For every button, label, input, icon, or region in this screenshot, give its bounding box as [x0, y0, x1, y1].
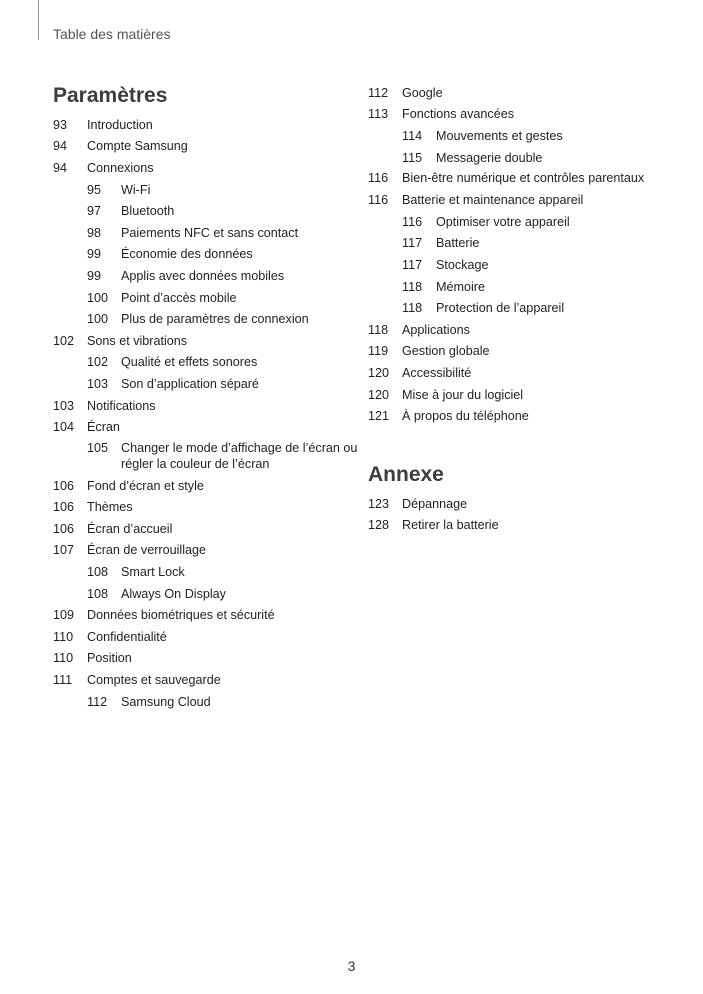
toc-entry[interactable]: [53, 287, 363, 309]
toc-entry[interactable]: [368, 276, 688, 298]
toc-page-number: 120: [368, 365, 390, 380]
toc-page-number: 116: [402, 214, 423, 229]
toc-entry-title: Paiements NFC et sans contact: [121, 225, 299, 240]
toc-page-number: 116: [368, 193, 389, 208]
toc-entry[interactable]: [368, 319, 688, 341]
toc-page-number: 110: [53, 651, 74, 666]
toc-page-number: 118: [402, 279, 423, 294]
toc-entry[interactable]: [368, 515, 688, 537]
toc-entry[interactable]: [368, 147, 688, 169]
toc-page-number: 103: [53, 398, 75, 413]
toc-entry[interactable]: [53, 669, 363, 691]
toc-entry-title: Fonctions avancées: [402, 107, 515, 122]
toc-entry-title: Mise à jour du logiciel: [402, 387, 524, 402]
toc-entry[interactable]: [368, 104, 688, 126]
toc-entry-title: Thèmes: [87, 500, 133, 515]
toc-page-number: 112: [368, 85, 389, 100]
toc-page-number: 94: [53, 139, 68, 154]
toc-entry[interactable]: [368, 384, 688, 406]
toc-entry-title: Connexions: [87, 160, 154, 175]
toc-entry-title: Écran d’accueil: [87, 521, 173, 536]
toc-entry-title: Point d’accès mobile: [121, 290, 237, 305]
toc-entry[interactable]: [53, 691, 363, 713]
toc-entry-title: Smart Lock: [121, 565, 185, 580]
toc-entry[interactable]: [368, 362, 688, 384]
toc-entry-title: Sons et vibrations: [87, 333, 188, 348]
toc-entry[interactable]: [53, 114, 363, 136]
toc-entry-title: Gestion globale: [402, 344, 490, 359]
toc-page-number: 100: [87, 312, 109, 327]
toc-entry[interactable]: [53, 308, 363, 330]
section-title-annexe: Annexe: [368, 462, 444, 486]
toc-entry-title: Batterie et maintenance appareil: [402, 193, 584, 208]
toc-page-number: 93: [53, 117, 68, 132]
toc-entry-title: Samsung Cloud: [121, 694, 211, 709]
toc-entry-title: Protection de l’appareil: [436, 301, 565, 316]
toc-entry-title: Écran: [87, 420, 120, 435]
toc-page-number: 113: [368, 107, 389, 122]
toc-entry-title: Compte Samsung: [87, 139, 188, 154]
toc-left-column: [53, 82, 363, 712]
toc-entry[interactable]: [53, 136, 363, 158]
toc-entry-title: Bien-être numérique et contrôles parentaux: [402, 171, 645, 186]
toc-entry[interactable]: [368, 493, 688, 515]
toc-page-number: 105: [87, 440, 109, 455]
toc-page-number: 117: [402, 236, 423, 251]
toc-entry-title: Retirer la batterie: [402, 518, 499, 533]
toc-page-number: 117: [402, 257, 423, 272]
toc-page-number: 107: [53, 543, 75, 558]
toc-entry[interactable]: [368, 254, 688, 276]
toc-entry[interactable]: [53, 583, 363, 605]
toc-entry-title: Google: [402, 85, 443, 100]
toc-page-number: 100: [87, 290, 109, 305]
toc-page-number: 102: [87, 355, 109, 370]
toc-page-number: 106: [53, 500, 75, 515]
toc-page-number: 109: [53, 608, 75, 623]
toc-page-number: 104: [53, 420, 75, 435]
toc-entry[interactable]: [368, 82, 688, 104]
toc-page-number: 99: [87, 268, 102, 283]
toc-entry[interactable]: [53, 497, 363, 519]
toc-entry[interactable]: [368, 168, 688, 189]
toc-entry[interactable]: [53, 222, 363, 244]
header-title: Table des matières: [53, 26, 171, 42]
toc-entry[interactable]: [53, 265, 363, 287]
toc-entry-title: Always On Display: [121, 586, 226, 601]
toc-page-number: 98: [87, 225, 102, 240]
header-divider: [38, 0, 39, 40]
toc-right-column: [368, 82, 688, 536]
toc-page-number: 99: [87, 247, 102, 262]
toc-page-number: 94: [53, 160, 68, 175]
toc-entry[interactable]: [368, 189, 688, 211]
toc-entry-title: Dépannage: [402, 496, 468, 511]
toc-entry-title: Écran de verrouillage: [87, 543, 207, 558]
toc-entry[interactable]: [368, 297, 688, 319]
toc-entry-title: Fond d’écran et style: [87, 478, 204, 493]
toc-entry-title: Plus de paramètres de connexion: [121, 312, 309, 327]
toc-entry[interactable]: [53, 648, 363, 670]
section-title-parametres: Paramètres: [53, 84, 168, 107]
toc-entry-title: Économie des données: [121, 247, 253, 262]
toc-entry-title: Applications: [402, 322, 470, 337]
toc-entry[interactable]: [53, 416, 363, 438]
toc-page-number: 115: [402, 150, 423, 165]
toc-entry-title: Accessibilité: [402, 365, 472, 380]
toc-entry-title: Données biométriques et sécurité: [87, 608, 275, 623]
toc-entry[interactable]: [53, 438, 363, 475]
toc-entry[interactable]: [368, 233, 688, 255]
toc-entry-title: Bluetooth: [121, 204, 175, 219]
toc-entry[interactable]: [53, 157, 363, 179]
toc-page-number: 97: [87, 204, 102, 219]
toc-entry[interactable]: [53, 179, 363, 201]
toc-page-number: 118: [368, 322, 389, 337]
toc-page-number: 106: [53, 478, 75, 493]
toc-entry-title: Son d’application séparé: [121, 376, 259, 391]
toc-page-number: 128: [368, 518, 390, 533]
toc-page-number: 102: [53, 333, 75, 348]
toc-entry-title: Position: [87, 651, 132, 666]
toc-entry[interactable]: [368, 405, 688, 427]
toc-entry-title: Mouvements et gestes: [436, 128, 563, 143]
toc-entry[interactable]: [368, 125, 688, 147]
toc-page-number: 118: [402, 301, 423, 316]
toc-entry[interactable]: [53, 540, 363, 562]
toc-page-number: 111: [53, 673, 73, 688]
toc-entry[interactable]: [53, 330, 363, 352]
toc-entry[interactable]: [53, 518, 363, 540]
toc-entry[interactable]: [53, 373, 363, 395]
toc-entry-title: Batterie: [436, 236, 480, 251]
toc-entry[interactable]: [53, 626, 363, 648]
toc-entry[interactable]: [53, 475, 363, 497]
toc-entry[interactable]: [53, 561, 363, 583]
toc-page-number: 120: [368, 387, 390, 402]
toc-entry-title: Optimiser votre appareil: [436, 214, 570, 229]
toc-page-number: 121: [368, 409, 390, 424]
toc-page-number: 114: [402, 128, 423, 143]
toc-page-number: 119: [368, 344, 389, 359]
toc-entry-title: Mémoire: [436, 279, 485, 294]
annexe-section: [368, 461, 688, 536]
toc-page-number: 110: [53, 629, 74, 644]
toc-page-number: 108: [87, 586, 109, 601]
toc-list-annexe: [368, 493, 688, 536]
toc-entry[interactable]: [368, 341, 688, 363]
toc-list-continued: [368, 82, 688, 427]
toc-entry[interactable]: [53, 352, 363, 374]
toc-entry-title: À propos du téléphone: [402, 409, 529, 424]
toc-entry-title: Messagerie double: [436, 150, 543, 165]
toc-page-number: 108: [87, 565, 109, 580]
toc-entry[interactable]: [53, 604, 363, 626]
toc-entry-title: Confidentialité: [87, 629, 167, 644]
toc-page-number: 103: [87, 376, 109, 391]
toc-entry[interactable]: [53, 395, 363, 417]
toc-entry[interactable]: [53, 244, 363, 266]
toc-entry-title: Changer le mode d’affichage de l’écran ou régler la couleur de l’écran: [121, 440, 358, 471]
toc-entry-title: Applis avec données mobiles: [121, 268, 285, 283]
toc-entry-title: Comptes et sauvegarde: [87, 673, 221, 688]
toc-entry-title: Notifications: [87, 398, 156, 413]
toc-entry-title: Stockage: [436, 257, 489, 272]
toc-page-number: 106: [53, 521, 75, 536]
toc-entry[interactable]: [368, 211, 688, 233]
toc-entry-title: Qualité et effets sonores: [121, 355, 258, 370]
toc-page-number: 123: [368, 496, 390, 511]
toc-page-number: 116: [368, 171, 389, 186]
toc-page-number: 112: [87, 694, 108, 709]
toc-entry-title: Introduction: [87, 117, 153, 132]
toc-entry-title: Wi-Fi: [121, 182, 151, 197]
toc-entry[interactable]: [53, 200, 363, 222]
page-number: 3: [347, 958, 356, 974]
toc-list: [53, 114, 363, 712]
toc-page-number: 95: [87, 182, 102, 197]
